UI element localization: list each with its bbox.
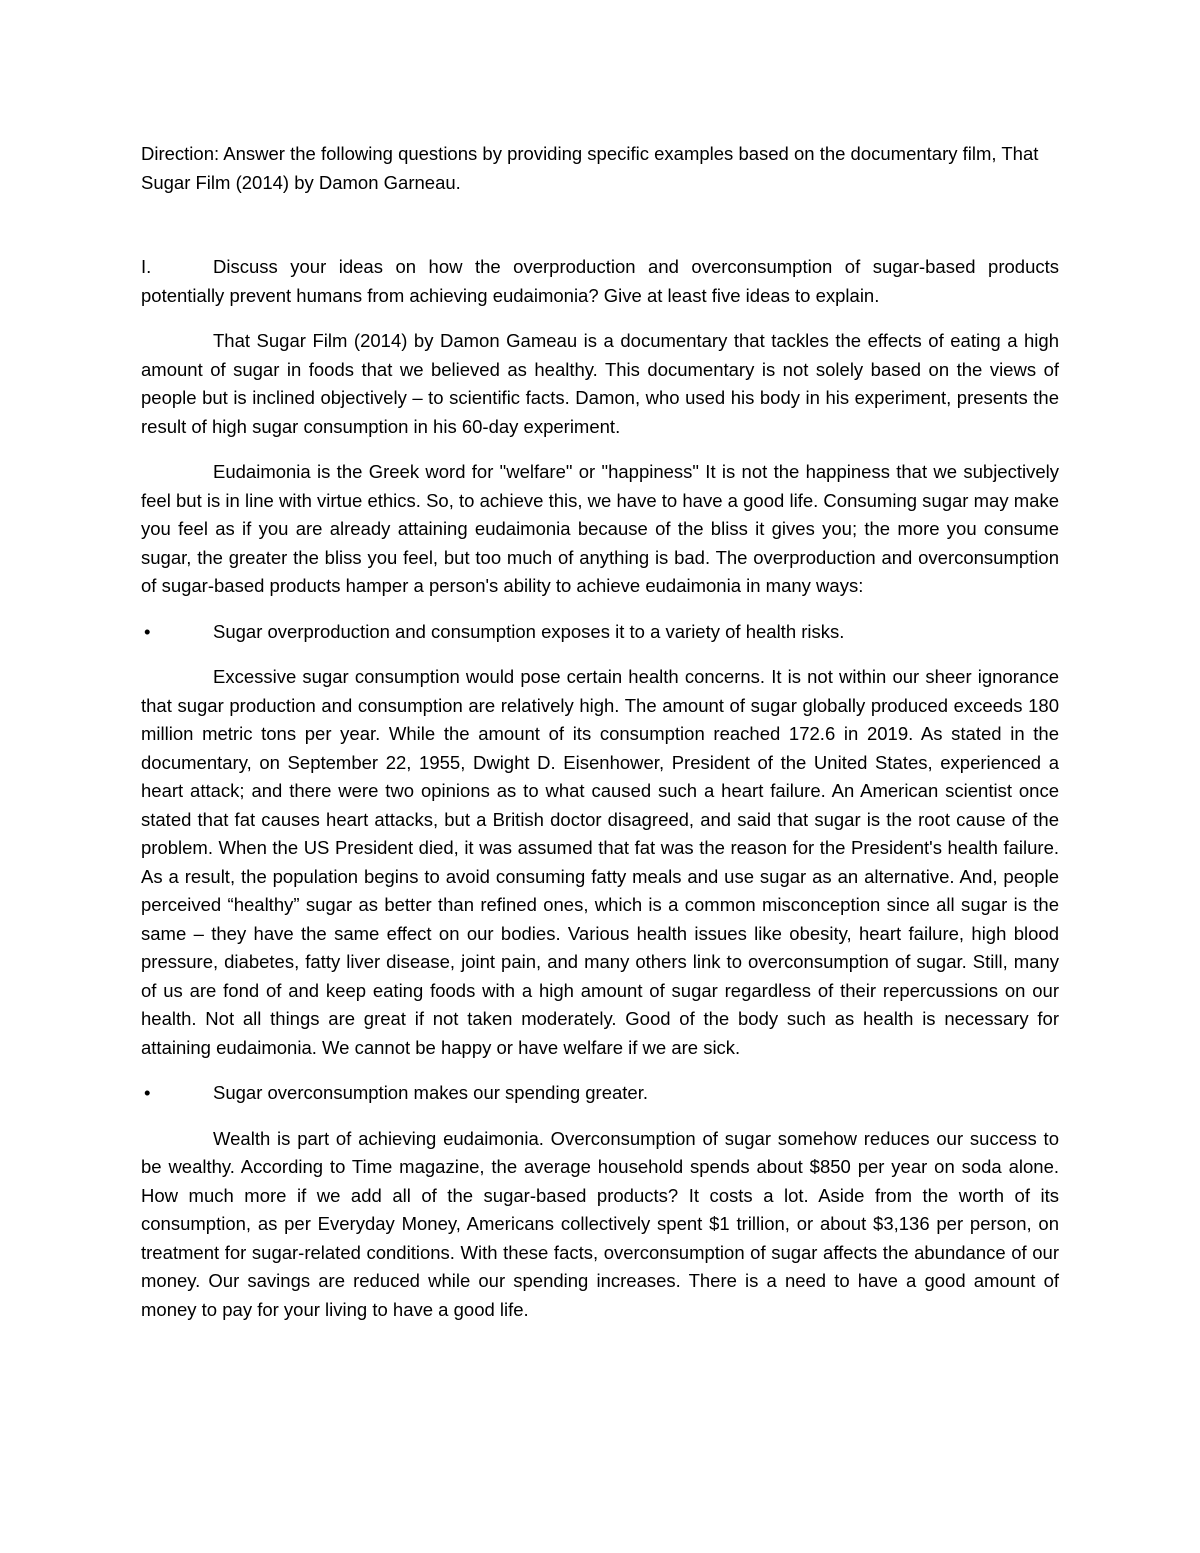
document-page bbox=[141, 140, 1059, 1324]
bullet-icon: • bbox=[144, 620, 151, 642]
paragraph-health: Excessive sugar consumption would pose certain health concerns. It is not within our sheer ignorance that sugar production and consumption are relatively high. The amount of sugar globally produced exceeds 180 million metric tons per year. While the amount of its consumption reached 172.6 in 2019. As stated in the documentary, on September 22, 1955, Dwight D. Eisenhower, President of the United States, experienced a heart attack; and there were two opinions as to what caused such a heart failure. An American scientist once stated that fat causes heart attacks, but a British doctor disagreed, and said that sugar is the root cause of the problem. When the US President died, it was assumed that fat was the reason for the President's health failure. As a result, the population begins to avoid consuming fatty meals and use sugar as an alternative. And, people perceived “healthy” sugar as better than refined ones, which is a common misconception since all sugar is the same – they have the same effect on our bodies. Various health issues like obesity, heart failure, high blood pressure, diabetes, fatty liver disease, joint pain, and many others link to overconsumption of sugar. Still, many of us are fond of and keep eating foods with a high amount of sugar regardless of their repercussions on our health. Not all things are great if not taken moderately. Good of the body such as health is necessary for attaining eudaimonia. We cannot be happy or have welfare if we are sick. bbox=[141, 666, 1059, 1058]
paragraph-intro: That Sugar Film (2014) by Damon Gameau is a documentary that tackles the effects of eating a high amount of sugar in foods that we believed as healthy. This documentary is not solely based on the views of people but is inclined objectively – to scientific facts. Damon, who used his body in his experiment, presents the result of high sugar consumption in his 60-day experiment. bbox=[141, 330, 1059, 437]
question-number: I. bbox=[141, 256, 152, 277]
question-1 bbox=[141, 253, 1059, 310]
direction-text: Direction: Answer the following questions by providing specific examples based on the documentary film, That Sugar Film (2014) by Damon Garneau. bbox=[141, 143, 1039, 193]
bullet-item-spending bbox=[141, 1079, 1059, 1108]
paragraph-eudaimonia: Eudaimonia is the Greek word for "welfare" or "happiness" It is not the happiness that we subjectively feel but is in line with virtue ethics. So, to achieve this, we have to have a good life. Consuming sugar may make you feel as if you are already attaining eudaimonia because of the bliss it gives you; the more you consume sugar, the greater the bliss you feel, but too much of anything is bad. The overproduction and overconsumption of sugar-based products hamper a person's ability to achieve eudaimonia in many ways: bbox=[141, 461, 1059, 596]
question-text: Discuss your ideas on how the overproduction and overconsumption of sugar-based products potentially prevent humans from achieving eudaimonia? Give at least five ideas to explain. bbox=[141, 256, 1059, 306]
bullet-item-health bbox=[141, 618, 1059, 647]
bullet-text: Sugar overproduction and consumption exposes it to a variety of health risks. bbox=[213, 620, 845, 642]
bullet-icon: • bbox=[144, 1082, 151, 1103]
paragraph-wealth: Wealth is part of achieving eudaimonia. Overconsumption of sugar somehow reduces our success to be wealthy. According to Time magazine, the average household spends about $850 per year on soda alone. How much more if we add all of the sugar-based products? It costs a lot. Aside from the worth of its consumption, as per Everyday Money, Americans collectively spent $1 trillion, or about $3,136 per person, on treatment for sugar-related conditions. With these facts, overconsumption of sugar affects the abundance of our money. Our savings are reduced while our spending increases. There is a need to have a good amount of money to pay for your living to have a good life. bbox=[141, 1127, 1059, 1320]
bullet-text: Sugar overconsumption makes our spending greater. bbox=[213, 1082, 649, 1103]
